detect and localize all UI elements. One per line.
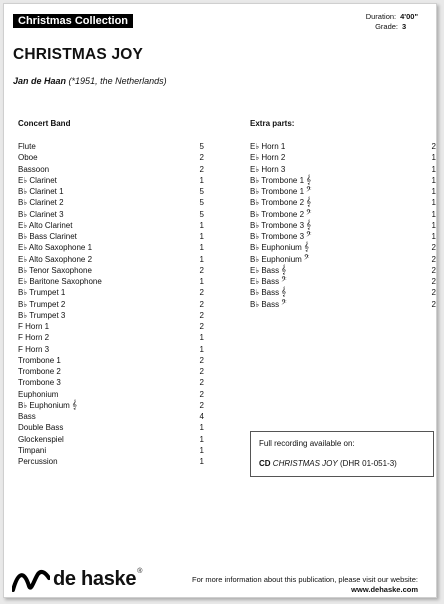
part-row xyxy=(18,400,204,411)
part-row xyxy=(250,141,436,152)
recording-album: CHRISTMAS JOY xyxy=(272,459,338,468)
part-name-cell xyxy=(18,265,92,276)
recording-cd: CD xyxy=(259,459,271,468)
part-name-cell xyxy=(18,197,64,208)
part-quantity: 1 xyxy=(199,220,204,230)
part-row xyxy=(18,231,204,242)
part-name-cell xyxy=(250,186,312,197)
part-name-cell xyxy=(18,344,49,355)
part-name-cell xyxy=(250,152,285,163)
part-row xyxy=(18,456,204,467)
part-name: E♭ Horn 3 xyxy=(250,164,286,174)
part-name: B♭ Clarinet 3 xyxy=(18,209,64,219)
part-name-cell xyxy=(18,389,58,400)
part-name-cell xyxy=(18,231,77,242)
part-name-cell xyxy=(250,254,309,265)
part-row xyxy=(18,276,204,287)
part-name: Glockenspiel xyxy=(18,434,64,444)
part-row xyxy=(18,366,204,377)
part-quantity: 2 xyxy=(199,265,204,275)
part-quantity: 1 xyxy=(199,254,204,264)
extra-parts-list xyxy=(250,118,436,310)
bass-clef-icon: 𝄢 xyxy=(306,185,312,195)
part-name-cell xyxy=(250,220,311,231)
part-name-cell xyxy=(18,434,64,445)
part-name-cell xyxy=(18,456,58,467)
part-quantity: 2 xyxy=(431,243,436,253)
part-name: B♭ Trumpet 3 xyxy=(18,310,66,320)
composer-line xyxy=(13,76,167,86)
part-row xyxy=(18,175,204,186)
part-name-cell xyxy=(18,220,72,231)
part-row xyxy=(250,209,436,220)
part-quantity: 4 xyxy=(199,412,204,421)
part-quantity: 2 xyxy=(431,288,436,298)
treble-clef-icon: 𝄞 xyxy=(281,286,287,297)
part-name-cell xyxy=(18,242,92,253)
part-name: E♭ Horn 1 xyxy=(250,142,286,151)
part-row xyxy=(250,220,436,231)
part-quantity: 2 xyxy=(431,277,436,286)
duration-label: Duration: xyxy=(365,12,397,21)
part-name-cell xyxy=(18,445,46,456)
publisher-name: de haske xyxy=(53,567,137,590)
part-quantity: 2 xyxy=(431,299,436,309)
part-name: F Horn 2 xyxy=(18,333,50,343)
extra-parts-heading: Extra parts: xyxy=(250,119,295,128)
part-row xyxy=(250,254,436,265)
part-quantity: 2 xyxy=(199,378,204,388)
part-name-cell xyxy=(18,186,64,197)
part-name: B♭ Bass Clarinet xyxy=(18,232,77,241)
part-row xyxy=(18,434,204,445)
grade-value: 3 xyxy=(402,22,407,31)
part-quantity: 5 xyxy=(199,187,204,196)
part-row xyxy=(18,377,204,388)
part-name-cell xyxy=(18,254,92,265)
part-quantity: 2 xyxy=(199,164,204,174)
part-row xyxy=(18,164,204,175)
part-row xyxy=(18,332,204,343)
part-row xyxy=(18,310,204,321)
part-name: B♭ Trumpet 1 xyxy=(18,288,66,298)
part-row xyxy=(250,152,436,163)
part-quantity: 1 xyxy=(431,175,436,185)
recording-catalog: (DHR 01-051-3) xyxy=(339,459,397,468)
part-quantity: 1 xyxy=(431,220,436,230)
part-row xyxy=(18,220,204,231)
part-name: B♭ Tenor Saxophone xyxy=(18,265,92,275)
website-link[interactable]: www.dehaske.com xyxy=(351,585,418,594)
part-row xyxy=(250,197,436,208)
part-name: B♭ Euphonium xyxy=(250,254,302,264)
part-quantity: 2 xyxy=(199,322,204,331)
part-name-cell xyxy=(18,411,36,422)
part-name: B♭ Trombone 3 xyxy=(250,232,305,241)
dehaske-wave-logo-icon xyxy=(12,566,50,592)
piece-title: CHRISTMAS JOY xyxy=(13,46,144,63)
part-name: E♭ Alto Saxophone 2 xyxy=(18,254,93,264)
part-row xyxy=(18,265,204,276)
part-name: B♭ Trombone 1 xyxy=(250,175,305,185)
part-name-cell xyxy=(18,310,65,321)
part-row xyxy=(18,344,204,355)
part-name-cell xyxy=(18,141,36,152)
part-quantity: 1 xyxy=(431,232,436,241)
part-quantity: 1 xyxy=(199,232,204,241)
part-name: Percussion xyxy=(18,457,58,466)
part-name-cell xyxy=(18,164,49,175)
part-quantity: 1 xyxy=(199,434,204,444)
bass-clef-icon: 𝄢 xyxy=(303,252,310,263)
part-name-cell xyxy=(18,400,77,411)
part-name: Trombone 2 xyxy=(18,367,61,376)
collection-badge: Christmas Collection xyxy=(13,14,133,28)
concert-band-heading: Concert Band xyxy=(18,119,71,128)
part-quantity: 5 xyxy=(199,198,204,208)
part-quantity: 2 xyxy=(199,153,204,163)
part-name: B♭ Euphonium xyxy=(250,243,302,253)
part-row xyxy=(18,422,204,433)
part-name: E♭ Clarinet xyxy=(18,175,57,185)
part-name-cell xyxy=(250,175,311,186)
part-name: Bass xyxy=(18,412,36,421)
part-row xyxy=(18,389,204,400)
part-quantity: 2 xyxy=(431,265,436,275)
part-row xyxy=(18,411,204,422)
composer-name: Jan de Haan xyxy=(13,76,67,86)
part-name: Trombone 3 xyxy=(18,378,61,388)
treble-clef-icon: 𝄞 xyxy=(306,218,312,229)
part-row xyxy=(18,299,204,310)
part-row xyxy=(18,186,204,197)
part-name: B♭ Trombone 2 xyxy=(250,198,305,208)
part-name-cell xyxy=(18,175,57,186)
part-quantity: 2 xyxy=(199,355,204,365)
part-name: F Horn 3 xyxy=(18,344,50,354)
part-name-cell xyxy=(18,299,65,310)
part-quantity: 5 xyxy=(199,142,204,151)
part-row xyxy=(18,141,204,152)
part-name: E♭ Bass xyxy=(250,277,280,286)
part-row xyxy=(250,186,436,197)
part-row xyxy=(250,265,436,276)
part-quantity: 2 xyxy=(199,299,204,309)
part-name: F Horn 1 xyxy=(18,322,50,331)
part-name: E♭ Alto Clarinet xyxy=(18,220,73,230)
part-name: B♭ Euphonium xyxy=(18,400,70,410)
part-quantity: 5 xyxy=(199,209,204,219)
part-quantity: 1 xyxy=(199,445,204,455)
part-row xyxy=(18,152,204,163)
part-quantity: 1 xyxy=(199,243,204,253)
part-quantity: 1 xyxy=(199,277,204,286)
part-name: E♭ Bass xyxy=(250,265,280,275)
part-name: B♭ Trombone 3 xyxy=(250,220,305,230)
part-name-cell xyxy=(250,164,285,175)
part-row xyxy=(18,242,204,253)
part-quantity: 2 xyxy=(199,367,204,376)
bass-clef-icon: 𝄢 xyxy=(281,275,287,285)
publisher-logo xyxy=(12,564,142,594)
bass-clef-icon: 𝄢 xyxy=(306,207,312,218)
part-quantity: 1 xyxy=(431,198,436,208)
part-quantity: 2 xyxy=(199,310,204,320)
part-row xyxy=(18,254,204,265)
part-row xyxy=(250,164,436,175)
treble-clef-icon: 𝄞 xyxy=(306,196,312,207)
part-quantity: 1 xyxy=(431,164,436,174)
part-row xyxy=(18,321,204,332)
treble-clef-icon: 𝄞 xyxy=(71,398,77,409)
part-name: B♭ Bass xyxy=(250,299,280,309)
bass-clef-icon: 𝄢 xyxy=(281,297,287,308)
part-name: Double Bass xyxy=(18,423,64,433)
part-row xyxy=(250,231,436,242)
part-name-cell xyxy=(250,231,312,242)
part-quantity: 1 xyxy=(199,344,204,354)
grade-row xyxy=(366,22,418,32)
part-name: B♭ Clarinet 1 xyxy=(18,187,64,196)
recording-cd-line xyxy=(259,459,425,468)
duration-value: 4'00" xyxy=(400,12,418,21)
part-quantity: 2 xyxy=(431,142,436,151)
part-row xyxy=(18,445,204,456)
part-name: Oboe xyxy=(18,153,38,163)
publisher-info xyxy=(192,575,418,595)
part-name-cell xyxy=(250,209,312,220)
part-row xyxy=(250,287,436,298)
part-quantity: 2 xyxy=(431,254,436,264)
part-name-cell xyxy=(250,242,309,253)
part-row xyxy=(18,355,204,366)
part-row xyxy=(250,242,436,253)
part-name: E♭ Baritone Saxophone xyxy=(18,277,102,286)
recording-box xyxy=(250,431,434,477)
part-name: E♭ Horn 2 xyxy=(250,153,286,163)
part-row xyxy=(18,197,204,208)
part-quantity: 2 xyxy=(199,400,204,410)
part-name-cell xyxy=(18,276,102,287)
part-name: Trombone 1 xyxy=(18,355,61,365)
info-text: For more information about this publication, please visit our website: xyxy=(192,575,418,584)
part-name-cell xyxy=(250,287,286,298)
part-name: B♭ Trombone 2 xyxy=(250,209,305,219)
piece-meta xyxy=(366,12,418,32)
part-row xyxy=(250,175,436,186)
grade-label: Grade: xyxy=(375,22,398,31)
part-quantity: 1 xyxy=(431,209,436,219)
part-name: B♭ Clarinet 2 xyxy=(18,198,64,208)
part-quantity: 1 xyxy=(431,187,436,196)
part-quantity: 2 xyxy=(199,288,204,298)
part-quantity: 1 xyxy=(199,333,204,343)
part-name-cell xyxy=(18,321,49,332)
part-name: E♭ Alto Saxophone 1 xyxy=(18,243,93,253)
part-name-cell xyxy=(18,152,38,163)
treble-clef-icon: 𝄞 xyxy=(306,173,312,184)
treble-clef-icon: 𝄞 xyxy=(281,263,287,274)
part-name-cell xyxy=(18,332,49,343)
part-name-cell xyxy=(18,355,61,366)
duration-row xyxy=(366,12,418,22)
part-name-cell xyxy=(250,197,311,208)
bass-clef-icon: 𝄢 xyxy=(306,230,312,240)
part-name-cell xyxy=(18,366,61,377)
part-quantity: 1 xyxy=(199,457,204,466)
part-name-cell xyxy=(18,209,64,220)
part-quantity: 1 xyxy=(199,423,204,433)
recording-label: Full recording available on: xyxy=(259,439,355,448)
concert-band-list xyxy=(18,118,204,467)
part-name: Timpani xyxy=(18,445,47,455)
part-quantity: 2 xyxy=(199,389,204,399)
part-name-cell xyxy=(18,287,65,298)
part-name-cell xyxy=(250,141,285,152)
part-row xyxy=(18,287,204,298)
part-name: Flute xyxy=(18,142,36,151)
part-quantity: 1 xyxy=(199,175,204,185)
part-name: B♭ Trombone 1 xyxy=(250,187,305,196)
part-name: B♭ Bass xyxy=(250,288,280,298)
part-name-cell xyxy=(18,422,63,433)
part-name: Bassoon xyxy=(18,164,50,174)
part-quantity: 1 xyxy=(431,153,436,163)
score-info-page xyxy=(3,3,437,598)
part-row xyxy=(250,276,436,287)
part-row xyxy=(250,299,436,310)
treble-clef-icon: 𝄞 xyxy=(303,241,309,252)
part-name-cell xyxy=(18,377,61,388)
registered-mark: ® xyxy=(137,567,143,575)
part-name-cell xyxy=(250,299,287,310)
part-name: Euphonium xyxy=(18,389,59,399)
part-name: B♭ Trumpet 2 xyxy=(18,299,66,309)
part-row xyxy=(18,209,204,220)
composer-note: (*1951, the Netherlands) xyxy=(68,76,167,86)
